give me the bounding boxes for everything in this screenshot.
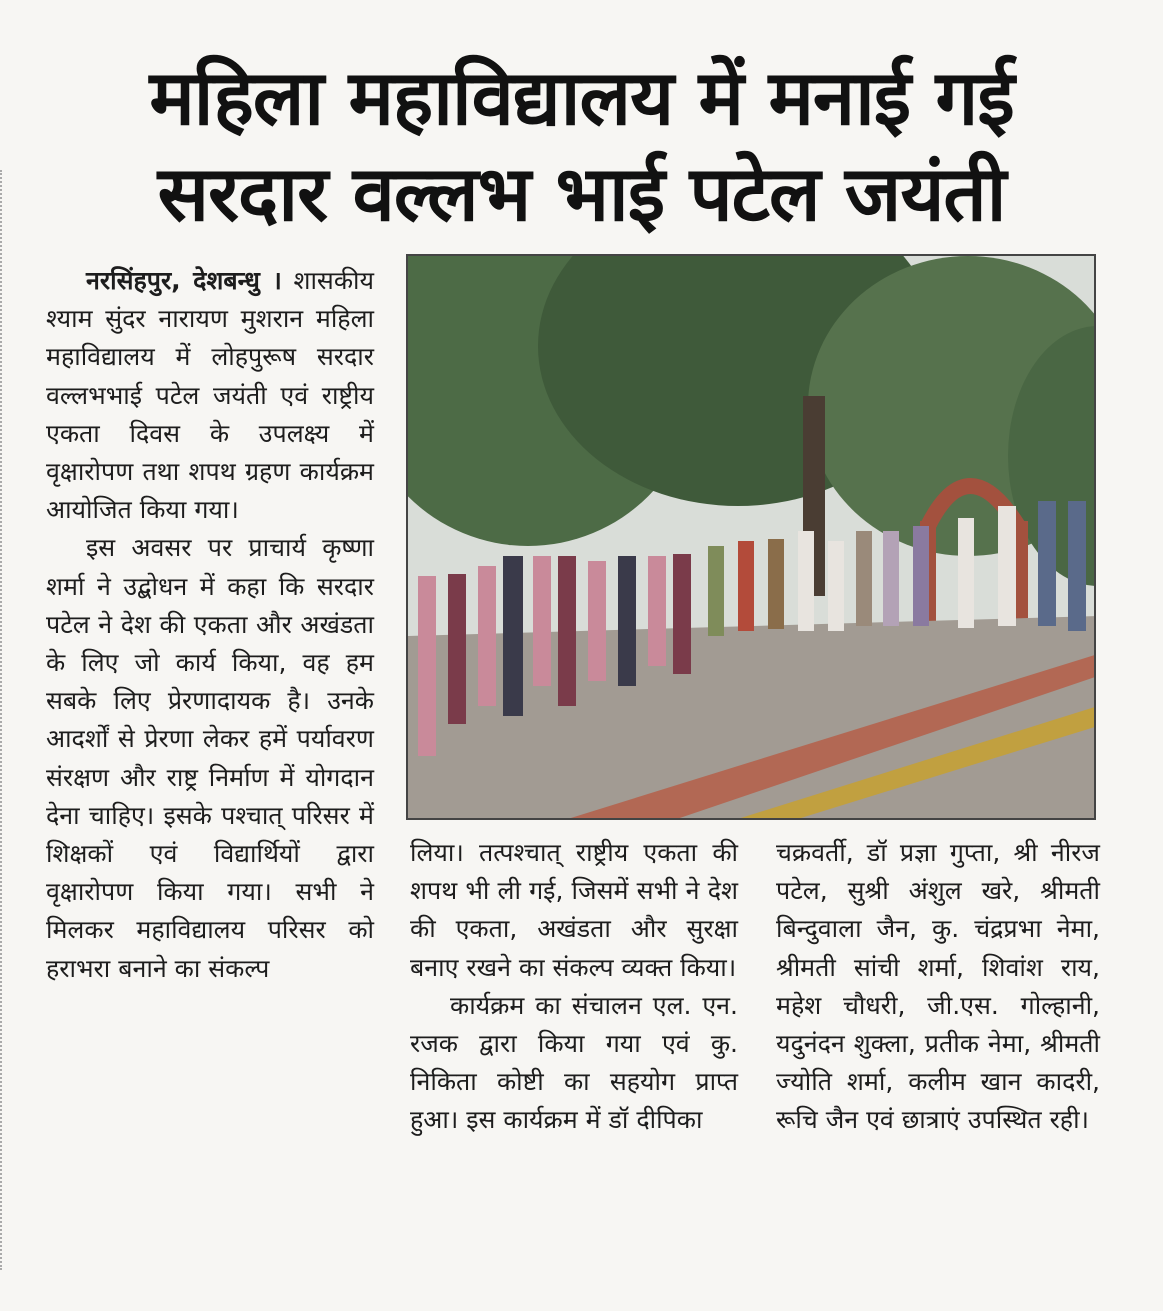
page-edge-marks xyxy=(0,170,8,1270)
article-column-3 xyxy=(776,834,1100,1140)
column-2-paragraph-1: लिया। तत्पश्चात् राष्ट्रीय एकता की शपथ भी ली गई, जिसमें सभी ने देश की एकता, अखंडता और सुरक्षा बनाए रखने का संकल्प व्यक्त किया। xyxy=(410,838,738,982)
news-photo xyxy=(406,254,1096,820)
article-column-1 xyxy=(46,262,374,988)
article-headline xyxy=(30,50,1133,242)
column-2-paragraph-2: कार्यक्रम का संचालन एल. एन. रजक द्वारा किया गया एवं कु. निकिता कोष्टी का सहयोग प्राप्त हुआ। इस कार्यक्रम में डॉ दीपिका xyxy=(410,990,738,1135)
column-3-paragraph-1: चक्रवर्ती, डॉ प्रज्ञा गुप्ता, श्री नीरज पटेल, सुश्री अंशुल खरे, श्रीमती बिन्दुवाला जैन, कु. चंद्रप्रभा नेमा, श्रीमती सांची शर्मा, शिवांश राय, महेश चौधरी, जी.एस. गोल्हानी, यदुनंदन शुक्ला, प्रतीक नेमा, श्रीमती ज्योति शर्मा, कलीम खान कादरी, रूचि जैन एवं छात्राएं उपस्थित रही। xyxy=(776,838,1100,1135)
column-1-paragraph-1-text: शासकीय श्याम सुंदर नारायण मुशरान महिला महाविद्यालय में लोहपुरूष सरदार वल्लभभाई पटेल जयंती एवं राष्ट्रीय एकता दिवस के उपलक्ष्य में वृक्षारोपण तथा शपथ ग्रहण कार्यक्रम आयोजित किया गया। xyxy=(46,266,374,525)
headline-line-1: महिला महाविद्यालय में मनाई गई xyxy=(149,53,1014,142)
article-column-2 xyxy=(410,834,738,1140)
dateline: नरसिंहपुर, देशबन्धु । xyxy=(86,266,282,295)
photo-oath-ceremony-image xyxy=(408,256,1096,820)
article-paragraph-1 xyxy=(46,262,374,529)
headline-line-2: सरदार वल्लभ भाई पटेल जयंती xyxy=(157,149,1006,238)
article-paragraph-2: इस अवसर पर प्राचार्य कृष्णा शर्मा ने उद्बोधन में कहा कि सरदार पटेल ने देश की एकता और अखंडता के लिए जो कार्य किया, वह हम सबके लिए प्रेरणादायक है। उनके आदर्शों से प्रेरणा लेकर हमें पर्यावरण संरक्षण और राष्ट्र निर्माण में योगदान देना चाहिए। इसके पश्चात् परिसर में शिक्षकों एवं विद्यार्थियों द्वारा वृक्षारोपण किया गया। सभी ने मिलकर महाविद्यालय परिसर को हराभरा बनाने का संकल्प xyxy=(46,533,374,983)
